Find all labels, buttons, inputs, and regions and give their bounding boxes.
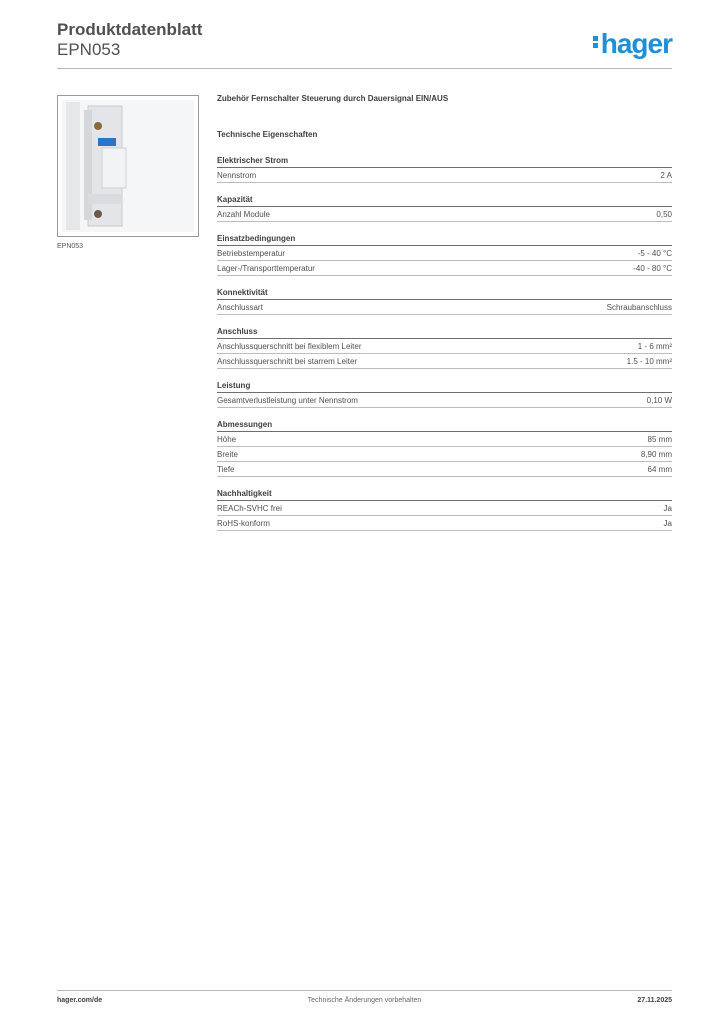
property-label: Tiefe xyxy=(217,465,235,474)
property-row xyxy=(217,354,672,369)
page-header xyxy=(57,20,672,60)
section-title: Anschluss xyxy=(217,327,672,339)
property-value: 0,10 W xyxy=(646,396,672,405)
image-caption: EPN053 xyxy=(57,243,84,250)
properties-title: Technische Eigenschaften xyxy=(217,130,318,139)
property-value: 8,90 mm xyxy=(640,450,672,459)
property-value: Ja xyxy=(663,519,672,528)
property-row xyxy=(217,393,672,408)
property-label: Anschlussquerschnitt bei flexiblem Leiter xyxy=(217,342,362,351)
property-value: -5 - 40 °C xyxy=(637,249,672,258)
logo-dots-icon xyxy=(593,34,599,50)
property-value: Ja xyxy=(663,504,672,513)
product-description: Zubehör Fernschalter Steuerung durch Dauersignal EIN/AUS xyxy=(217,94,449,103)
section xyxy=(217,420,672,477)
property-label: Höhe xyxy=(217,435,237,444)
header-divider xyxy=(57,68,672,69)
property-row xyxy=(217,462,672,477)
property-row xyxy=(217,516,672,531)
property-row xyxy=(217,168,672,183)
footer-divider xyxy=(57,990,672,991)
section-title: Konnektivität xyxy=(217,288,672,300)
property-row xyxy=(217,261,672,276)
section xyxy=(217,381,672,408)
section-title: Elektrischer Strom xyxy=(217,156,672,168)
property-label: RoHS-konform xyxy=(217,519,270,528)
property-label: Betriebstemperatur xyxy=(217,249,286,258)
section xyxy=(217,156,672,183)
property-value: 2 A xyxy=(660,171,672,180)
property-row xyxy=(217,339,672,354)
hager-logo xyxy=(593,28,672,60)
property-row xyxy=(217,207,672,222)
property-label: Gesamtverlustleistung unter Nennstrom xyxy=(217,396,358,405)
property-value: 0,50 xyxy=(656,210,672,219)
section-title: Leistung xyxy=(217,381,672,393)
section xyxy=(217,489,672,531)
footer-website: hager.com/de xyxy=(57,997,103,1004)
section xyxy=(217,195,672,222)
property-label: Breite xyxy=(217,450,238,459)
section xyxy=(217,288,672,315)
property-label: Anschlussquerschnitt bei starrem Leiter xyxy=(217,357,358,366)
property-value: Schraubanschluss xyxy=(606,303,672,312)
property-row xyxy=(217,300,672,315)
property-label: Nennstrom xyxy=(217,171,257,180)
property-value: 1.5 - 10 mm² xyxy=(626,357,672,366)
product-image xyxy=(57,95,199,237)
property-row xyxy=(217,447,672,462)
switch-module-icon xyxy=(58,96,198,236)
section xyxy=(217,234,672,276)
property-row xyxy=(217,501,672,516)
property-label: Lager-/Transporttemperatur xyxy=(217,264,315,273)
logo-text: hager xyxy=(600,28,672,59)
properties-sections xyxy=(217,156,672,531)
property-value: 1 - 6 mm² xyxy=(637,342,672,351)
datasheet-content xyxy=(217,94,672,531)
property-row xyxy=(217,246,672,261)
property-value: 85 mm xyxy=(647,435,672,444)
footer-notice: Technische Änderungen vorbehalten xyxy=(307,997,422,1004)
property-label: Anschlussart xyxy=(217,303,263,312)
section-title: Kapazität xyxy=(217,195,672,207)
property-label: Anzahl Module xyxy=(217,210,270,219)
page-title: Produktdatenblatt xyxy=(57,20,203,39)
section-title: Nachhaltigkeit xyxy=(217,489,672,501)
property-label: REACh-SVHC frei xyxy=(217,504,282,513)
property-value: 64 mm xyxy=(647,465,672,474)
property-value: -40 - 80 °C xyxy=(633,264,672,273)
section-title: Abmessungen xyxy=(217,420,672,432)
section xyxy=(217,327,672,369)
product-code: EPN053 xyxy=(57,40,121,59)
section-title: Einsatzbedingungen xyxy=(217,234,672,246)
footer-date: 27.11.2025 xyxy=(637,997,672,1004)
property-row xyxy=(217,432,672,447)
